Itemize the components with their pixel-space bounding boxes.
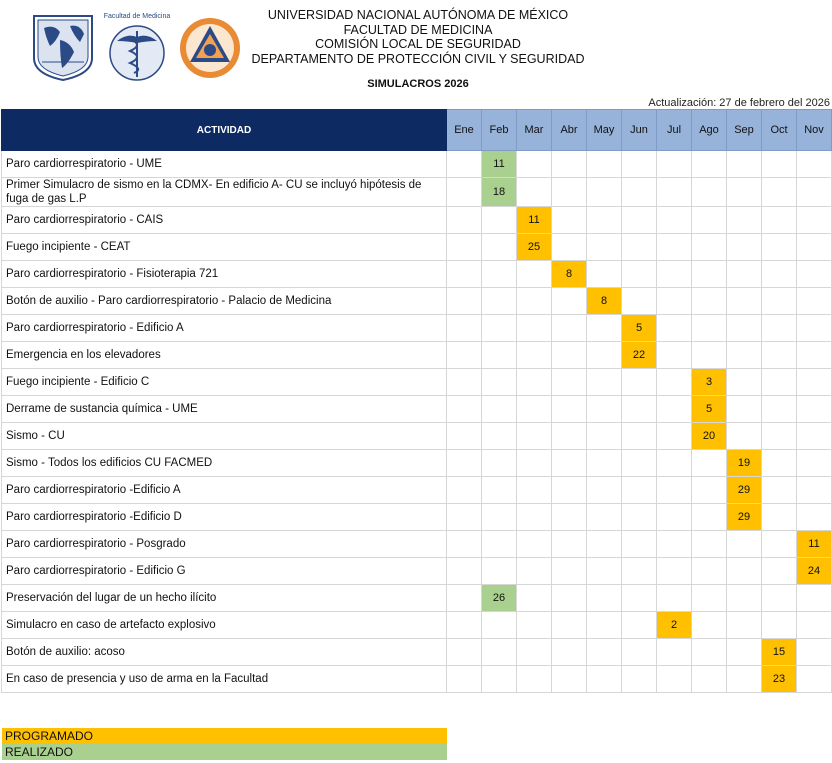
empty-month-cell [482, 558, 517, 585]
empty-month-cell [727, 612, 762, 639]
empty-month-cell [622, 666, 657, 693]
legend [2, 728, 447, 760]
empty-month-cell [657, 261, 692, 288]
empty-month-cell [797, 585, 832, 612]
empty-month-cell [482, 261, 517, 288]
empty-month-cell [727, 342, 762, 369]
empty-month-cell [517, 477, 552, 504]
empty-month-cell [727, 288, 762, 315]
empty-month-cell [692, 450, 727, 477]
proteccion-civil-logo-icon [178, 12, 242, 82]
month-header-mar: Mar [517, 110, 552, 151]
month-header-sep: Sep [727, 110, 762, 151]
empty-month-cell [552, 234, 587, 261]
month-header-oct: Oct [762, 110, 797, 151]
empty-month-cell [552, 178, 587, 207]
empty-month-cell [517, 396, 552, 423]
empty-month-cell [587, 151, 622, 178]
empty-month-cell [727, 558, 762, 585]
empty-month-cell [517, 666, 552, 693]
activity-cell: Preservación del lugar de un hecho ilícito [2, 585, 447, 612]
empty-month-cell [692, 207, 727, 234]
empty-month-cell [657, 315, 692, 342]
activity-cell: Paro cardiorrespiratorio -Edificio A [2, 477, 447, 504]
date-cell-programado: 25 [517, 234, 552, 261]
empty-month-cell [727, 234, 762, 261]
empty-month-cell [482, 342, 517, 369]
activity-cell: Sismo - Todos los edificios CU FACMED [2, 450, 447, 477]
update-date: Actualización: 27 de febrero del 2026 [648, 97, 830, 109]
empty-month-cell [447, 288, 482, 315]
caduceus-icon [102, 21, 172, 83]
empty-month-cell [797, 261, 832, 288]
empty-month-cell [797, 207, 832, 234]
empty-month-cell [657, 342, 692, 369]
empty-month-cell [797, 639, 832, 666]
empty-month-cell [447, 315, 482, 342]
empty-month-cell [517, 423, 552, 450]
empty-month-cell [657, 369, 692, 396]
empty-month-cell [587, 207, 622, 234]
empty-month-cell [482, 315, 517, 342]
table-row [2, 207, 832, 234]
empty-month-cell [622, 207, 657, 234]
empty-month-cell [552, 450, 587, 477]
empty-month-cell [727, 639, 762, 666]
empty-month-cell [727, 666, 762, 693]
date-cell-programado: 2 [657, 612, 692, 639]
empty-month-cell [447, 558, 482, 585]
date-cell-programado: 19 [727, 450, 762, 477]
date-cell-programado: 11 [517, 207, 552, 234]
empty-month-cell [482, 450, 517, 477]
month-header-jul: Jul [657, 110, 692, 151]
table-row [2, 423, 832, 450]
empty-month-cell [727, 178, 762, 207]
schedule-rows [2, 151, 832, 693]
empty-month-cell [657, 477, 692, 504]
date-cell-realizado: 11 [482, 151, 517, 178]
empty-month-cell [657, 151, 692, 178]
empty-month-cell [692, 261, 727, 288]
table-row [2, 369, 832, 396]
empty-month-cell [447, 423, 482, 450]
empty-month-cell [517, 504, 552, 531]
empty-month-cell [552, 342, 587, 369]
empty-month-cell [762, 234, 797, 261]
empty-month-cell [447, 261, 482, 288]
activity-cell: Fuego incipiente - CEAT [2, 234, 447, 261]
empty-month-cell [727, 531, 762, 558]
empty-month-cell [447, 151, 482, 178]
table-row [2, 178, 832, 207]
legend-realizado: REALIZADO [2, 744, 447, 760]
activity-column-header: ACTIVIDAD [2, 110, 447, 151]
activity-cell: Paro cardiorrespiratorio - Posgrado [2, 531, 447, 558]
header-line-department: DEPARTAMENTO DE PROTECCIÓN CIVIL Y SEGURIDAD [251, 51, 585, 66]
date-cell-programado: 29 [727, 477, 762, 504]
empty-month-cell [482, 477, 517, 504]
empty-month-cell [657, 585, 692, 612]
activity-cell: Paro cardiorrespiratorio -Edificio D [2, 504, 447, 531]
table-row [2, 612, 832, 639]
empty-month-cell [797, 178, 832, 207]
legend-programado: PROGRAMADO [2, 728, 447, 744]
empty-month-cell [447, 450, 482, 477]
month-header-abr: Abr [552, 110, 587, 151]
header-line-commission: COMISIÓN LOCAL DE SEGURIDAD [315, 37, 521, 51]
empty-month-cell [552, 504, 587, 531]
empty-month-cell [622, 450, 657, 477]
table-header-row [2, 110, 832, 151]
table-row [2, 396, 832, 423]
date-cell-programado: 3 [692, 369, 727, 396]
empty-month-cell [482, 504, 517, 531]
date-cell-programado: 22 [622, 342, 657, 369]
activity-cell: Fuego incipiente - Edificio C [2, 369, 447, 396]
empty-month-cell [762, 477, 797, 504]
empty-month-cell [692, 234, 727, 261]
date-cell-programado: 8 [552, 261, 587, 288]
page-title: SIMULACROS 2026 [367, 78, 469, 90]
empty-month-cell [587, 558, 622, 585]
empty-month-cell [552, 151, 587, 178]
empty-month-cell [762, 178, 797, 207]
empty-month-cell [657, 666, 692, 693]
month-header-nov: Nov [797, 110, 832, 151]
empty-month-cell [727, 423, 762, 450]
table-row [2, 477, 832, 504]
table-row [2, 639, 832, 666]
header-line-university: UNIVERSIDAD NACIONAL AUTÓNOMA DE MÉXICO [267, 8, 569, 22]
empty-month-cell [692, 342, 727, 369]
table-row [2, 342, 832, 369]
table-row [2, 261, 832, 288]
month-header-ago: Ago [692, 110, 727, 151]
month-header-may: May [587, 110, 622, 151]
empty-month-cell [622, 261, 657, 288]
empty-month-cell [447, 531, 482, 558]
empty-month-cell [797, 504, 832, 531]
activity-cell: Paro cardiorrespiratorio - Edificio A [2, 315, 447, 342]
date-cell-programado: 5 [622, 315, 657, 342]
empty-month-cell [657, 207, 692, 234]
empty-month-cell [517, 531, 552, 558]
empty-month-cell [482, 639, 517, 666]
table-row [2, 504, 832, 531]
empty-month-cell [657, 450, 692, 477]
empty-month-cell [797, 369, 832, 396]
activity-cell: Paro cardiorrespiratorio - Edificio G [2, 558, 447, 585]
empty-month-cell [692, 585, 727, 612]
empty-month-cell [657, 234, 692, 261]
activity-cell: Botón de auxilio: acoso [2, 639, 447, 666]
empty-month-cell [622, 639, 657, 666]
empty-month-cell [587, 396, 622, 423]
date-cell-programado: 5 [692, 396, 727, 423]
empty-month-cell [552, 666, 587, 693]
empty-month-cell [797, 477, 832, 504]
empty-month-cell [622, 288, 657, 315]
empty-month-cell [797, 234, 832, 261]
empty-month-cell [622, 151, 657, 178]
empty-month-cell [692, 531, 727, 558]
empty-month-cell [692, 288, 727, 315]
empty-month-cell [447, 612, 482, 639]
empty-month-cell [587, 504, 622, 531]
empty-month-cell [482, 234, 517, 261]
empty-month-cell [517, 151, 552, 178]
empty-month-cell [622, 234, 657, 261]
empty-month-cell [762, 450, 797, 477]
empty-month-cell [447, 666, 482, 693]
empty-month-cell [482, 396, 517, 423]
date-cell-programado: 15 [762, 639, 797, 666]
empty-month-cell [447, 234, 482, 261]
empty-month-cell [552, 369, 587, 396]
empty-month-cell [447, 585, 482, 612]
empty-month-cell [692, 612, 727, 639]
empty-month-cell [447, 504, 482, 531]
empty-month-cell [552, 477, 587, 504]
empty-month-cell [482, 531, 517, 558]
empty-month-cell [622, 612, 657, 639]
empty-month-cell [657, 178, 692, 207]
empty-month-cell [552, 396, 587, 423]
empty-month-cell [587, 450, 622, 477]
empty-month-cell [552, 288, 587, 315]
empty-month-cell [622, 178, 657, 207]
facultad-medicina-logo [102, 12, 172, 84]
table-row [2, 666, 832, 693]
empty-month-cell [447, 369, 482, 396]
facultad-medicina-logo-label: Facultad de Medicina [103, 13, 171, 20]
table-row [2, 288, 832, 315]
table-row [2, 234, 832, 261]
empty-month-cell [727, 315, 762, 342]
empty-month-cell [692, 315, 727, 342]
empty-month-cell [657, 423, 692, 450]
header-line-faculty: FACULTAD DE MEDICINA [343, 22, 493, 37]
table-row [2, 450, 832, 477]
empty-month-cell [517, 261, 552, 288]
empty-month-cell [552, 558, 587, 585]
activity-cell: Derrame de sustancia química - UME [2, 396, 447, 423]
empty-month-cell [517, 450, 552, 477]
logos [30, 12, 242, 84]
date-cell-programado: 20 [692, 423, 727, 450]
empty-month-cell [517, 315, 552, 342]
empty-month-cell [552, 585, 587, 612]
empty-month-cell [692, 504, 727, 531]
empty-month-cell [727, 261, 762, 288]
empty-month-cell [622, 369, 657, 396]
activity-cell: Emergencia en los elevadores [2, 342, 447, 369]
empty-month-cell [447, 477, 482, 504]
empty-month-cell [762, 342, 797, 369]
empty-month-cell [657, 531, 692, 558]
empty-month-cell [762, 396, 797, 423]
empty-month-cell [762, 288, 797, 315]
empty-month-cell [762, 612, 797, 639]
activity-cell: Primer Simulacro de sismo en la CDMX- En edificio A- CU se incluyó hipótesis de fuga de gas L.P [2, 178, 447, 207]
activity-cell: Simulacro en caso de artefacto explosivo [2, 612, 447, 639]
empty-month-cell [587, 315, 622, 342]
empty-month-cell [587, 342, 622, 369]
empty-month-cell [517, 558, 552, 585]
empty-month-cell [622, 504, 657, 531]
empty-month-cell [797, 315, 832, 342]
empty-month-cell [482, 369, 517, 396]
activity-cell: Botón de auxilio - Paro cardiorrespiratorio - Palacio de Medicina [2, 288, 447, 315]
empty-month-cell [762, 369, 797, 396]
empty-month-cell [517, 288, 552, 315]
date-cell-programado: 24 [797, 558, 832, 585]
empty-month-cell [552, 423, 587, 450]
empty-month-cell [692, 558, 727, 585]
empty-month-cell [762, 207, 797, 234]
empty-month-cell [447, 207, 482, 234]
empty-month-cell [552, 639, 587, 666]
empty-month-cell [797, 423, 832, 450]
empty-month-cell [762, 315, 797, 342]
empty-month-cell [587, 666, 622, 693]
empty-month-cell [447, 639, 482, 666]
empty-month-cell [727, 151, 762, 178]
empty-month-cell [797, 288, 832, 315]
activity-cell: Paro cardiorrespiratorio - UME [2, 151, 447, 178]
empty-month-cell [797, 396, 832, 423]
table-row [2, 531, 832, 558]
month-header-ene: Ene [447, 110, 482, 151]
date-cell-realizado: 26 [482, 585, 517, 612]
date-cell-programado: 8 [587, 288, 622, 315]
empty-month-cell [762, 585, 797, 612]
empty-month-cell [622, 558, 657, 585]
empty-month-cell [447, 342, 482, 369]
table-row [2, 585, 832, 612]
empty-month-cell [727, 207, 762, 234]
empty-month-cell [622, 477, 657, 504]
institution-header [250, 8, 586, 66]
activity-cell: Paro cardiorrespiratorio - Fisioterapia 721 [2, 261, 447, 288]
empty-month-cell [622, 423, 657, 450]
empty-month-cell [762, 423, 797, 450]
month-header-feb: Feb [482, 110, 517, 151]
empty-month-cell [657, 639, 692, 666]
empty-month-cell [622, 396, 657, 423]
empty-month-cell [692, 151, 727, 178]
date-cell-programado: 23 [762, 666, 797, 693]
empty-month-cell [762, 261, 797, 288]
empty-month-cell [797, 342, 832, 369]
unam-seal-icon [30, 12, 96, 82]
empty-month-cell [587, 531, 622, 558]
empty-month-cell [622, 585, 657, 612]
empty-month-cell [797, 450, 832, 477]
empty-month-cell [587, 178, 622, 207]
empty-month-cell [657, 288, 692, 315]
empty-month-cell [587, 234, 622, 261]
empty-month-cell [762, 558, 797, 585]
empty-month-cell [587, 369, 622, 396]
empty-month-cell [727, 396, 762, 423]
empty-month-cell [657, 558, 692, 585]
empty-month-cell [622, 531, 657, 558]
empty-month-cell [447, 396, 482, 423]
empty-month-cell [482, 288, 517, 315]
empty-month-cell [552, 531, 587, 558]
empty-month-cell [517, 178, 552, 207]
table-row [2, 151, 832, 178]
empty-month-cell [762, 504, 797, 531]
activity-cell: En caso de presencia y uso de arma en la Facultad [2, 666, 447, 693]
empty-month-cell [657, 504, 692, 531]
date-cell-programado: 11 [797, 531, 832, 558]
empty-month-cell [762, 151, 797, 178]
empty-month-cell [447, 178, 482, 207]
empty-month-cell [692, 639, 727, 666]
empty-month-cell [657, 396, 692, 423]
activity-cell: Paro cardiorrespiratorio - CAIS [2, 207, 447, 234]
empty-month-cell [587, 261, 622, 288]
empty-month-cell [482, 423, 517, 450]
empty-month-cell [797, 666, 832, 693]
month-header-jun: Jun [622, 110, 657, 151]
empty-month-cell [692, 477, 727, 504]
empty-month-cell [797, 612, 832, 639]
empty-month-cell [797, 151, 832, 178]
empty-month-cell [587, 612, 622, 639]
empty-month-cell [517, 639, 552, 666]
empty-month-cell [727, 369, 762, 396]
empty-month-cell [692, 178, 727, 207]
empty-month-cell [482, 207, 517, 234]
empty-month-cell [587, 477, 622, 504]
empty-month-cell [517, 342, 552, 369]
schedule-table [1, 109, 832, 693]
empty-month-cell [482, 666, 517, 693]
date-cell-realizado: 18 [482, 178, 517, 207]
date-cell-programado: 29 [727, 504, 762, 531]
empty-month-cell [552, 207, 587, 234]
empty-month-cell [692, 666, 727, 693]
activity-cell: Sismo - CU [2, 423, 447, 450]
table-row [2, 558, 832, 585]
empty-month-cell [552, 612, 587, 639]
empty-month-cell [727, 585, 762, 612]
empty-month-cell [517, 585, 552, 612]
empty-month-cell [517, 612, 552, 639]
empty-month-cell [482, 612, 517, 639]
empty-month-cell [587, 639, 622, 666]
empty-month-cell [552, 315, 587, 342]
empty-month-cell [762, 531, 797, 558]
empty-month-cell [517, 369, 552, 396]
table-row [2, 315, 832, 342]
empty-month-cell [587, 585, 622, 612]
empty-month-cell [587, 423, 622, 450]
